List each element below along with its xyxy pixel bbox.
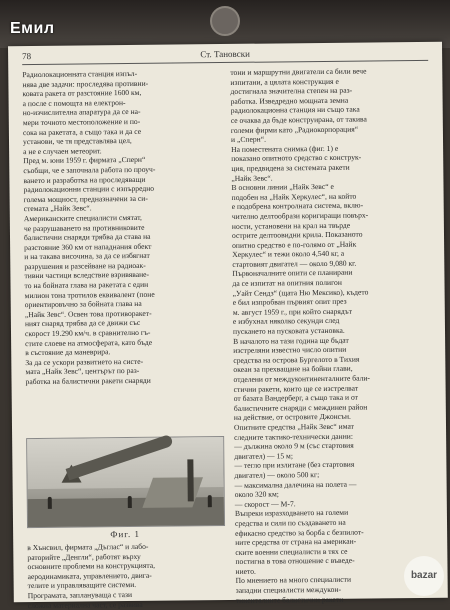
text-line: то на бойната глава на ракетата с един bbox=[24, 279, 149, 291]
text-line: постигна в това отношение с въведе- bbox=[235, 555, 355, 567]
text-line: стите слоеве на атмосферата, като бъде bbox=[25, 337, 153, 348]
text-line: — тегло при излитане (без стартовия bbox=[234, 460, 355, 471]
text-line: подобен на „Найк Херкулес“, на който bbox=[231, 191, 357, 202]
text-line: балистични снаряди трябва да става на bbox=[23, 231, 151, 243]
text-line: нието. bbox=[235, 566, 256, 576]
figure-photo bbox=[26, 436, 225, 528]
text-line: ните средства от страна на американ- bbox=[235, 536, 357, 548]
figure-person bbox=[48, 497, 52, 509]
text-line: Радиолокационната станция изпъл- bbox=[22, 68, 138, 80]
text-line: е избухнал няколко секунди след bbox=[232, 316, 340, 327]
text-line: в Хънсвил, фирмата „Дъглас“ и лабо- bbox=[27, 541, 149, 553]
text-line: скорост 19.290 км/ч. в сравнително гъ- bbox=[24, 327, 151, 339]
text-line: стартовият двигател — около 9,080 кг. bbox=[232, 258, 357, 269]
text-line: тивни частици вследствие взривяване- bbox=[24, 270, 150, 281]
figure-ground bbox=[28, 497, 224, 527]
text-line: м. август 1959 г., при който снарядът bbox=[232, 306, 353, 317]
text-line: стични ракети, които ще се изстрелват bbox=[233, 383, 359, 394]
text-line: показано опитното средство с конструк- bbox=[231, 152, 362, 164]
text-line: ности, установени на крал на твърде bbox=[231, 220, 351, 231]
figure-person bbox=[208, 495, 212, 507]
text-line: Херкулес“ и тежи около 4,540 кг, а bbox=[232, 249, 345, 260]
text-line: нява две задачи: проследява противни- bbox=[22, 78, 149, 89]
text-line: сложна материална част, се развива bbox=[27, 599, 143, 610]
text-line: и на такава височина, за да се избягнат bbox=[24, 251, 150, 262]
text-line: Пред м. юни 1959 г. фирмата „Сперн“ bbox=[23, 155, 146, 166]
figure-person bbox=[128, 496, 132, 508]
text-line: съобщи, че е започнала работа по проуч- bbox=[23, 164, 156, 176]
book-page bbox=[8, 42, 448, 610]
text-line: двигател) — около 500 кг; bbox=[234, 469, 320, 480]
text-line: Първоначалните опити се планирани bbox=[232, 268, 353, 279]
text-line: около 320 км; bbox=[234, 489, 279, 500]
text-line: е бил изпробван първият опит през bbox=[232, 296, 347, 308]
text-line: — максимална далечина на полета — bbox=[234, 479, 357, 490]
text-line: ковата ракета от разстояние 1600 км, bbox=[22, 88, 142, 99]
text-line: Въпреки изразходването на големи bbox=[234, 508, 349, 519]
text-line: да се изпитат на опитния полигон bbox=[232, 277, 342, 288]
text-line: „Уайт Сендз“ (щата Ню Мексико), където bbox=[232, 287, 369, 298]
text-line: телите и управляващите системи. bbox=[27, 580, 137, 591]
site-logo: bazar bbox=[404, 556, 444, 596]
text-line: от базата Вандерберг, а също така и от bbox=[233, 392, 358, 404]
text-line: големи фирми като „Радиокорпорация“ bbox=[230, 124, 359, 135]
text-line: В основни линии „Найк Зевс“ е bbox=[231, 181, 334, 193]
photo-background-top bbox=[0, 0, 450, 48]
text-line: ските военни специалисти в тях се bbox=[235, 546, 348, 557]
text-line: следните тактико-технически данни: bbox=[234, 431, 354, 442]
text-line: изпитани, а цялата конструкция е bbox=[230, 76, 339, 87]
text-line: тони и маршрутни двигатели са били вече bbox=[230, 66, 367, 77]
text-line: За да се ускори развитието на систе- bbox=[25, 356, 144, 367]
text-line: Програмата, заплануваща с тази bbox=[27, 589, 133, 601]
text-line: изстреляни известно число опитни bbox=[233, 344, 347, 356]
text-line: средства на острова Бургелото в Тихия bbox=[233, 354, 360, 365]
text-line: тиненталните балистични ракети bbox=[235, 594, 344, 605]
text-line: а после с помощта на електрон- bbox=[22, 97, 126, 108]
text-line: и „Сперн“. bbox=[230, 134, 267, 145]
text-line: на действие, от островите Джонсън. bbox=[233, 412, 351, 423]
text-line: а не е случаен метеорит. bbox=[23, 146, 102, 156]
page-number: 78 bbox=[22, 51, 32, 62]
binder-hole bbox=[210, 6, 240, 36]
text-line: аеродинамиката, управлението, двига- bbox=[27, 570, 152, 581]
right-column bbox=[230, 66, 432, 605]
text-line: По мнението на много специалисти bbox=[235, 575, 352, 586]
text-line: Американските специалисти смятат, bbox=[23, 212, 142, 224]
text-line: работка. Изведредно мощната земна bbox=[230, 95, 349, 106]
text-line: На поместената снимка (фиг. 1) е bbox=[231, 143, 339, 154]
figure-caption: Фиг. 1 bbox=[110, 528, 140, 540]
left-column-top bbox=[22, 68, 221, 387]
text-line: отделени от междуконтиненталните бали- bbox=[233, 373, 370, 384]
text-line: Опитните средства „Найк Зевс“ имат bbox=[233, 421, 354, 432]
text-line: голема мощност, предназначени за си- bbox=[23, 193, 148, 204]
text-line: средства и сили по създаването на bbox=[234, 517, 346, 528]
text-line: ването и разработка на проследяващи bbox=[23, 174, 146, 185]
text-line: сока на ракетата, а също така и да се bbox=[22, 126, 142, 137]
text-line: „Найк Зевс“. Освен това противоракет- bbox=[24, 308, 152, 319]
text-line: В началото на тази година ще бъдат bbox=[233, 335, 349, 346]
text-line: ният снаряд трябва да се движи със bbox=[24, 318, 141, 329]
text-line: радиолокационни станции с изпърредно bbox=[23, 183, 155, 195]
text-line: в състояние да маневрира. bbox=[25, 347, 111, 358]
text-line: установи, че тя представлява цел, bbox=[22, 136, 132, 147]
running-author: Ст. Тановски bbox=[200, 48, 250, 60]
text-line: океан за прехващане на бойни глави, bbox=[233, 364, 353, 375]
text-line: опитно средство е по-голямо от „Найк bbox=[232, 239, 357, 250]
text-line: двигател) — 15 м; bbox=[234, 451, 293, 461]
text-line: раторийте „Денгли“, работят върху bbox=[27, 551, 141, 562]
text-line: основните проблеми на конструкцията, bbox=[27, 560, 156, 572]
text-line: но-изчислителна апаратура да се на- bbox=[22, 107, 141, 118]
text-line: се очаква да бъде конструирана, от такива bbox=[230, 114, 367, 125]
text-line: — скорост — М-7. bbox=[234, 499, 296, 509]
text-line: мери точното местоположение и по- bbox=[22, 116, 141, 128]
text-line: ориентировъчно за бойната глава на bbox=[24, 299, 142, 310]
text-line: е подобрена контролната система, вклю- bbox=[231, 200, 364, 212]
text-line: западни специалисти междукон- bbox=[235, 584, 342, 595]
text-line: милион тона тротилов еквивалент (поне bbox=[24, 289, 155, 300]
left-column-bottom bbox=[27, 541, 224, 610]
text-line: острите делтоовидни крила. Показаното bbox=[231, 229, 363, 241]
text-line: — дължина около 9 м (със стартовия bbox=[234, 440, 354, 452]
text-line: работка на балистични ракети снаряди bbox=[25, 375, 151, 387]
text-line: ция, предвидена за системата ракети bbox=[231, 162, 350, 173]
text-line: радиолокационна станция ни също така bbox=[230, 104, 360, 116]
text-line: че разрушаването на противниковите bbox=[23, 222, 145, 233]
text-line: стемата „Найк Зевс“. bbox=[23, 203, 92, 214]
text-line: достигнала значителна степен на раз- bbox=[230, 85, 353, 97]
text-line: разрушения и разсейване на радиоак- bbox=[24, 260, 146, 271]
text-line: балистичните снаряди с междинен район bbox=[233, 402, 368, 413]
launch-tower bbox=[187, 459, 193, 501]
text-line: мата „Найк Зевс“, центърът по раз- bbox=[25, 366, 140, 377]
text-line: ефикасно средство за борба с безпилот- bbox=[235, 527, 364, 538]
text-line: пускането на пусковата установка. bbox=[232, 325, 345, 336]
watermark-label: Емил bbox=[10, 20, 55, 37]
text-line: разстояние 360 км от нападнания обект bbox=[24, 241, 152, 252]
text-line: чително делтообрази коригиращи повърх- bbox=[231, 210, 369, 221]
text-line: „Найк Зевс“. bbox=[231, 173, 273, 183]
